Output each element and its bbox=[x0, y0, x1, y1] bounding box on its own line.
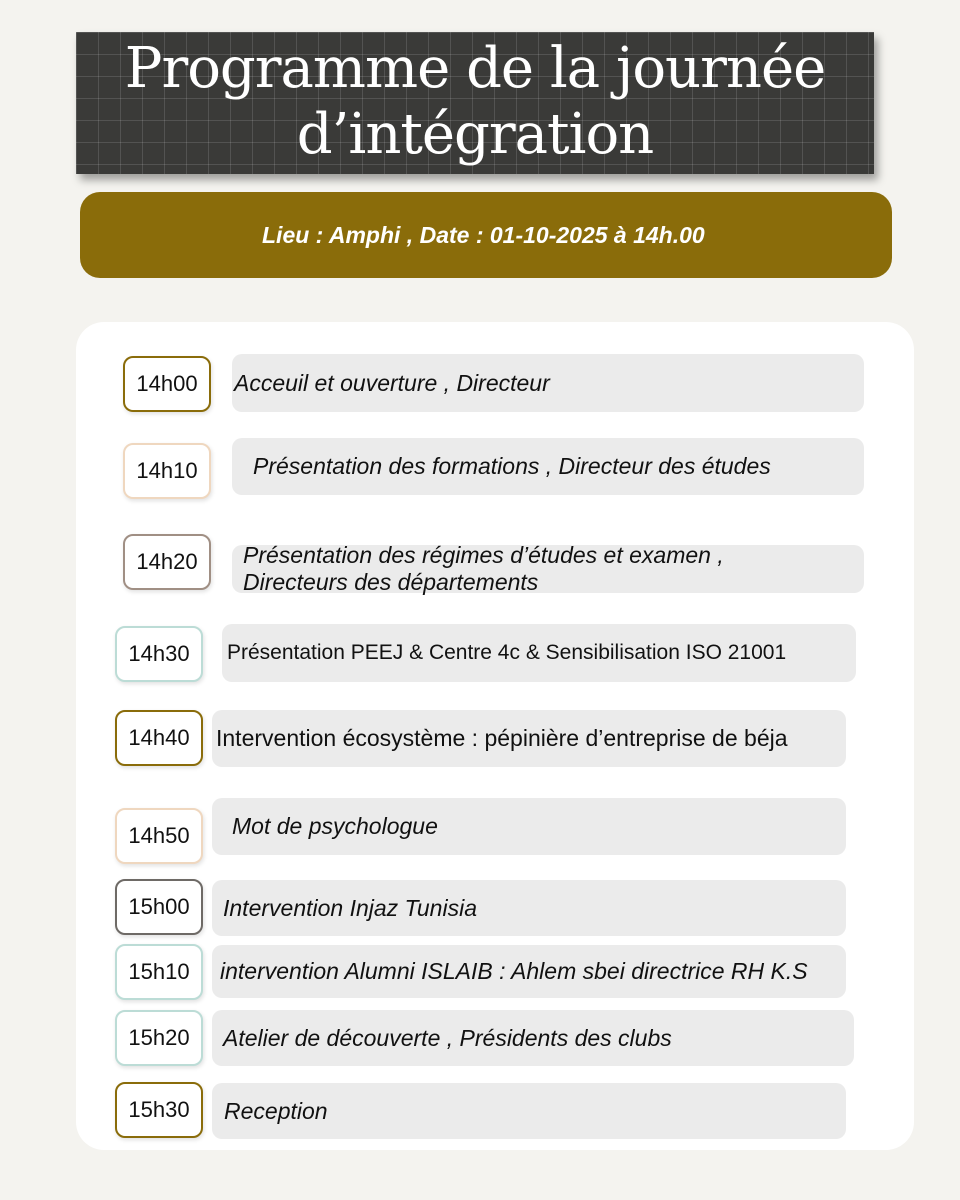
schedule-item-text: Intervention écosystème : pépinière d’entreprise de béja bbox=[216, 725, 788, 751]
time-badge bbox=[123, 534, 211, 590]
schedule-item-text-line-2: Directeurs des départements bbox=[243, 569, 539, 595]
schedule-item-text: Intervention Injaz Tunisia bbox=[223, 894, 477, 921]
schedule-item bbox=[232, 438, 864, 495]
schedule-item bbox=[232, 542, 864, 595]
schedule-item-text: intervention Alumni ISLAIB : Ahlem sbei directrice RH K.S bbox=[220, 958, 808, 984]
time-badge bbox=[115, 626, 203, 682]
schedule-item bbox=[212, 945, 846, 998]
schedule-item bbox=[212, 1010, 854, 1066]
title-banner bbox=[76, 32, 874, 174]
time-badge bbox=[123, 356, 211, 412]
schedule-item-text: Présentation des régimes d’études et examen , bbox=[243, 542, 724, 568]
time-badge bbox=[115, 944, 203, 1000]
page-title-line-2: d’intégration bbox=[296, 102, 654, 167]
schedule-item-text: Présentation PEEJ & Centre 4c & Sensibilisation ISO 21001 bbox=[227, 641, 787, 664]
time-badge bbox=[115, 879, 203, 935]
time-label: 15h00 bbox=[128, 894, 190, 919]
schedule-item bbox=[212, 798, 846, 855]
time-label: 14h00 bbox=[136, 371, 198, 396]
time-badge bbox=[123, 443, 211, 499]
schedule-item-text: Présentation des formations , Directeur des études bbox=[253, 453, 771, 479]
time-badge bbox=[115, 1010, 203, 1066]
time-label: 14h50 bbox=[128, 823, 190, 848]
schedule-item bbox=[212, 710, 846, 767]
time-label: 15h20 bbox=[128, 1025, 190, 1050]
time-label: 14h30 bbox=[128, 641, 190, 666]
schedule-item-text: Acceuil et ouverture , Directeur bbox=[234, 369, 550, 396]
time-label: 14h40 bbox=[128, 725, 190, 750]
schedule-item bbox=[222, 624, 856, 682]
schedule-item-text: Reception bbox=[224, 1097, 328, 1124]
time-label: 15h30 bbox=[128, 1097, 190, 1122]
schedule-item-text: Mot de psychologue bbox=[232, 813, 438, 839]
time-badge bbox=[115, 710, 203, 766]
time-label: 15h10 bbox=[128, 959, 190, 984]
time-badge bbox=[115, 808, 203, 864]
page-title-line-1: Programme de la journée bbox=[124, 36, 826, 101]
schedule-item bbox=[212, 880, 846, 936]
time-label: 14h20 bbox=[136, 549, 198, 574]
time-badge bbox=[115, 1082, 203, 1138]
time-label: 14h10 bbox=[136, 458, 198, 483]
location-date-text: Lieu : Amphi , Date : 01-10-2025 à 14h.00 bbox=[262, 221, 705, 248]
schedule-item bbox=[212, 1083, 846, 1139]
schedule-item-text: Atelier de découverte , Présidents des clubs bbox=[223, 1024, 672, 1051]
schedule-item bbox=[232, 354, 864, 412]
location-date-bar bbox=[80, 192, 892, 278]
